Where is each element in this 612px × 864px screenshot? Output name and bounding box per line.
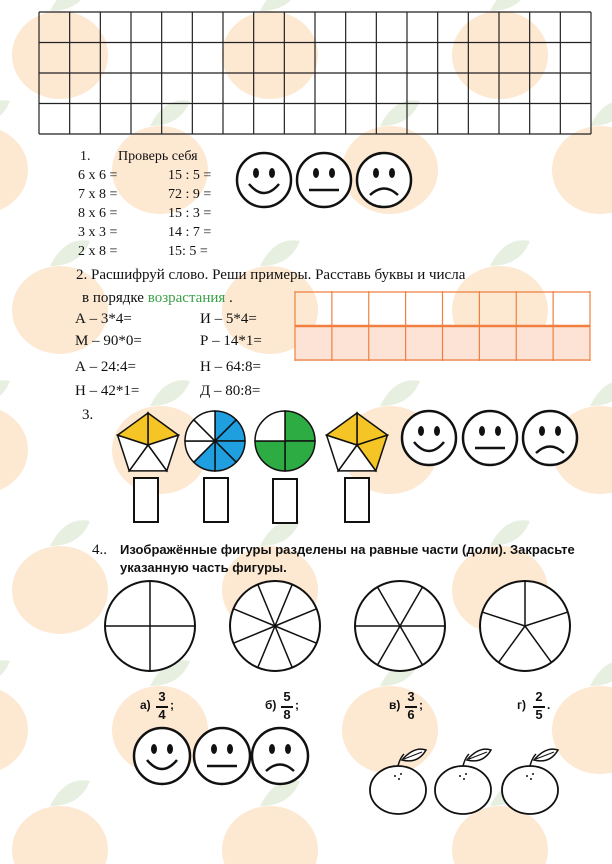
fraction-d-denominator: 5 — [535, 707, 543, 722]
task2-example-right-1: И – 5*4= — [200, 311, 257, 327]
task4-circle-1[interactable] — [105, 581, 195, 671]
answer-box-4[interactable] — [344, 477, 370, 523]
tangerines — [365, 742, 565, 822]
task1-col2-row2: 72 : 9 = — [168, 187, 212, 202]
answer-box-2[interactable] — [203, 477, 229, 523]
task3-shapes — [110, 405, 400, 475]
task2-instruction-line1: 2. Расшифруй слово. Реши примеры. Расставь буквы и числа — [76, 267, 466, 283]
background-orange-icon — [0, 660, 28, 774]
task2-line2-after: . — [229, 290, 233, 306]
task2-line2-before: в порядке — [82, 290, 144, 306]
sad-face-icon[interactable] — [357, 153, 411, 207]
fraction-b-tail: ; — [295, 698, 299, 712]
answer-box-1[interactable] — [133, 477, 159, 523]
task1-col2-row1: 15 : 5 = — [168, 168, 212, 183]
neutral-face-icon[interactable] — [463, 411, 517, 465]
fraction-b-denominator: 8 — [283, 707, 291, 722]
task2-highlight-word: возрастания — [147, 290, 226, 306]
sad-face-icon[interactable] — [252, 728, 308, 784]
task4-number: 4.. — [92, 542, 107, 558]
fraction-a-numerator: 3 — [158, 689, 166, 704]
answer-box-3[interactable] — [272, 478, 298, 524]
task2-example-right-4: Д – 80:8= — [200, 383, 261, 399]
tangerine-icon — [370, 749, 426, 814]
task3-faces — [398, 406, 580, 470]
task2-answer-grid[interactable] — [295, 291, 591, 363]
happy-face-icon[interactable] — [134, 728, 190, 784]
task1-col1-row1: 6 х 6 = — [78, 168, 118, 183]
top-empty-grid — [39, 12, 592, 135]
sad-face-icon[interactable] — [523, 411, 577, 465]
task1-col2-row3: 15 : 3 = — [168, 206, 212, 221]
fraction-c-numerator: 3 — [407, 689, 415, 704]
task2-example-left-1: А – 3*4= — [75, 311, 132, 327]
tangerine-icon — [435, 749, 491, 814]
task1-col2-row4: 14 : 7 = — [168, 225, 212, 240]
happy-face-icon[interactable] — [237, 153, 291, 207]
fraction-c-label: в) — [389, 698, 401, 712]
task1-col1-row3: 8 х 6 = — [78, 206, 118, 221]
background-orange-icon — [0, 100, 28, 214]
tangerine-icon — [502, 749, 558, 814]
task1-title: Проверь себя — [118, 149, 198, 164]
task1-col1-row4: 3 х 3 = — [78, 225, 118, 240]
fraction-b-label: б) — [265, 698, 277, 712]
task4-faces — [130, 724, 310, 788]
fraction-a-label: а) — [140, 698, 151, 712]
neutral-face-icon[interactable] — [297, 153, 351, 207]
task2-instruction-line2 — [82, 289, 233, 308]
fraction-c-tail: ; — [419, 698, 423, 712]
task4-circles — [100, 578, 590, 678]
task2-example-left-4: Н – 42*1= — [75, 383, 140, 399]
task4-circle-2[interactable] — [230, 581, 320, 671]
task1-col1-row5: 2 х 8 = — [78, 244, 118, 259]
task2-example-left-2: М – 90*0= — [75, 333, 142, 349]
background-orange-icon — [0, 380, 28, 494]
fraction-d-tail: . — [547, 698, 551, 712]
task4-instruction-line1: Изображённые фигуры разделены на равные части (доли). Закрасьте — [120, 542, 575, 557]
fraction-d-label: г) — [517, 698, 526, 712]
task2-example-left-3: А – 24:4= — [75, 359, 136, 375]
task3-shape-1 — [118, 413, 179, 471]
task2-example-right-2: Р – 14*1= — [200, 333, 262, 349]
background-orange-icon — [12, 520, 108, 634]
task2-example-right-3: Н – 64:8= — [200, 359, 261, 375]
task1-col2-row5: 15: 5 = — [168, 244, 208, 259]
task4-circle-3[interactable] — [355, 581, 445, 671]
task4-circle-4[interactable] — [480, 581, 570, 671]
fraction-c-denominator: 6 — [407, 707, 415, 722]
fraction-a-denominator: 4 — [158, 707, 166, 722]
fraction-b-numerator: 5 — [283, 689, 291, 704]
fraction-d-numerator: 2 — [535, 689, 543, 704]
neutral-face-icon[interactable] — [194, 728, 250, 784]
task4-instruction-line2: указанную часть фигуры. — [120, 560, 287, 575]
task1-faces — [234, 150, 414, 210]
background-orange-icon — [12, 780, 108, 864]
task1-col1-row2: 7 х 8 = — [78, 187, 118, 202]
task3-shape-3 — [255, 411, 315, 471]
fraction-a-tail: ; — [170, 698, 174, 712]
task3-shape-4 — [327, 413, 388, 471]
task3-number: 3. — [82, 407, 94, 423]
task3-shape-2 — [185, 411, 245, 471]
happy-face-icon[interactable] — [402, 411, 456, 465]
background-orange-icon — [222, 780, 318, 864]
task1-number: 1. — [80, 149, 91, 164]
